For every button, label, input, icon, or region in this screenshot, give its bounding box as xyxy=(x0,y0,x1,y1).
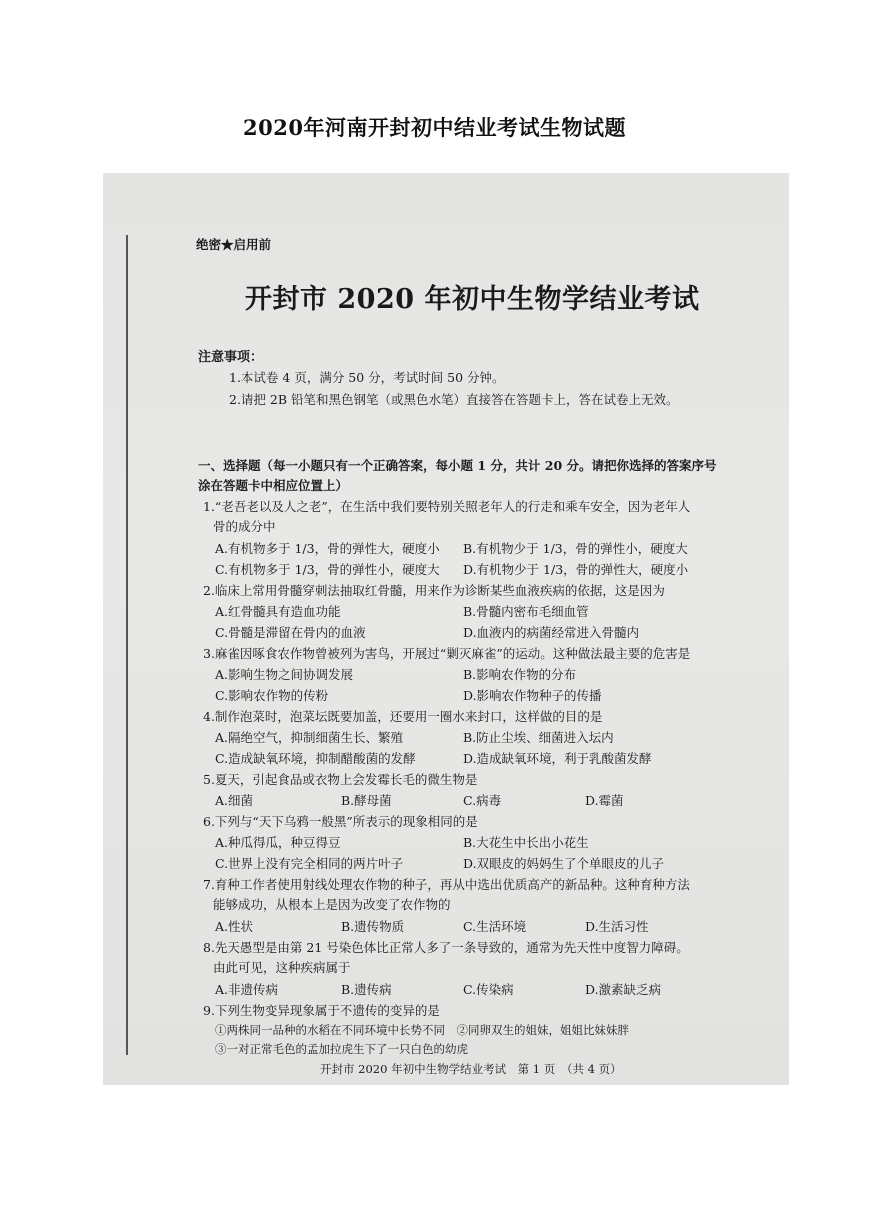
question-7-option-b: B.遗传物质 xyxy=(341,919,405,934)
question-8-option-b: B.遗传病 xyxy=(341,982,392,997)
question-4-option-b: B.防止尘埃、细菌进入坛内 xyxy=(463,730,614,745)
page-footer: 开封市 2020 年初中生物学结业考试 第 1 页 （共 4 页） xyxy=(320,1062,622,1076)
question-8-option-c: C.传染病 xyxy=(463,982,514,997)
question-3-stem: 3.麻雀因啄食农作物曾被列为害鸟，开展过“剿灭麻雀”的运动。这种做法最主要的危害是 xyxy=(203,646,691,661)
notice-item: 1.本试卷 4 页，满分 50 分，考试时间 50 分钟。 xyxy=(229,370,505,385)
question-8-option-a: A.非遗传病 xyxy=(215,982,279,997)
question-4-option-c: C.造成缺氧环境，抑制醋酸菌的发酵 xyxy=(215,751,416,766)
question-9-statement-3: ③一对正常毛色的孟加拉虎生下了一只白色的幼虎 xyxy=(215,1042,468,1056)
question-7-stem: 7.育种工作者使用射线处理农作物的种子，再从中选出优质高产的新品种。这种育种方法 xyxy=(203,877,690,892)
exam-page xyxy=(103,173,789,1085)
question-5-option-b: B.酵母菌 xyxy=(341,793,392,808)
document-title: 2020年河南开封初中结业考试生物试题 xyxy=(243,115,626,140)
question-1-stem-cont: 骨的成分中 xyxy=(213,519,276,534)
question-1-option-c: C.有机物多于 1/3，骨的弹性小，硬度大 xyxy=(215,562,440,577)
exam-title: 开封市 2020 年初中生物学结业考试 xyxy=(245,284,700,315)
question-1-stem: 1.“老吾老以及人之老”，在生活中我们要特别关照老年人的行走和乘车安全，因为老年人 xyxy=(203,499,691,514)
question-8-stem: 8.先天愚型是由第 21 号染色体比正常人多了一条导致的，通常为先天性中度智力障碍。 xyxy=(203,940,689,955)
question-7-option-d: D.生活习性 xyxy=(585,919,649,934)
question-3-option-b: B.影响农作物的分布 xyxy=(463,667,577,682)
question-5-option-c: C.病毒 xyxy=(463,793,502,808)
notice-item: 2.请把 2B 铅笔和黑色钢笔（或黑色水笔）直接答在答题卡上，答在试卷上无效。 xyxy=(229,392,679,407)
question-8-option-d: D.激素缺乏病 xyxy=(585,982,662,997)
question-5-stem: 5.夏天，引起食品或衣物上会发霉长毛的微生物是 xyxy=(203,772,478,787)
question-1-option-d: D.有机物少于 1/3，骨的弹性大，硬度小 xyxy=(463,562,689,577)
question-6-option-b: B.大花生中长出小花生 xyxy=(463,835,589,850)
question-9-stem: 9.下列生物变异现象属于不遗传的变异的是 xyxy=(203,1003,440,1018)
section-heading: 一、选择题（每一小题只有一个正确答案，每小题 1 分，共计 20 分。请把你选择的答案序号 xyxy=(198,458,717,473)
question-8-stem-cont: 由此可见，这种疾病属于 xyxy=(213,960,351,975)
question-2-option-a: A.红骨髓具有造血功能 xyxy=(215,604,341,619)
question-4-option-a: A.隔绝空气，抑制细菌生长、繁殖 xyxy=(215,730,404,745)
question-3-option-d: D.影响农作物种子的传播 xyxy=(463,688,602,703)
question-7-option-a: A.性状 xyxy=(215,919,254,934)
question-4-stem: 4.制作泡菜时，泡菜坛既要加盖，还要用一圈水来封口，这样做的目的是 xyxy=(203,709,603,724)
question-6-option-c: C.世界上没有完全相同的两片叶子 xyxy=(215,856,404,871)
question-7-stem-cont: 能够成功，从根本上是因为改变了农作物的 xyxy=(213,897,451,912)
question-2-stem: 2.临床上常用骨髓穿刺法抽取红骨髓，用来作为诊断某些血液疾病的依据，这是因为 xyxy=(203,583,665,598)
question-6-option-d: D.双眼皮的妈妈生了个单眼皮的儿子 xyxy=(463,856,665,871)
question-4-option-d: D.造成缺氧环境，利于乳酸菌发酵 xyxy=(463,751,652,766)
question-5-option-a: A.细菌 xyxy=(215,793,254,808)
question-1-option-a: A.有机物多于 1/3，骨的弹性大，硬度小 xyxy=(215,541,440,556)
section-heading-cont: 涂在答题卡中相应位置上） xyxy=(198,478,349,493)
exam-paper-photo xyxy=(103,173,789,1085)
question-3-option-c: C.影响农作物的传粉 xyxy=(215,688,329,703)
confidential-label: 绝密★启用前 xyxy=(196,237,272,252)
question-2-option-d: D.血液内的病菌经常进入骨髓内 xyxy=(463,625,640,640)
question-6-option-a: A.种瓜得瓜，种豆得豆 xyxy=(215,835,341,850)
question-5-option-d: D.霉菌 xyxy=(585,793,624,808)
question-2-option-c: C.骨髓是滞留在骨内的血液 xyxy=(215,625,366,640)
question-6-stem: 6.下列与“天下乌鸦一般黑”所表示的现象相同的是 xyxy=(203,814,478,829)
question-2-option-b: B.骨髓内密布毛细血管 xyxy=(463,604,589,619)
question-1-option-b: B.有机物少于 1/3，骨的弹性小，硬度大 xyxy=(463,541,688,556)
question-7-option-c: C.生活环境 xyxy=(463,919,527,934)
notice-heading: 注意事项： xyxy=(198,350,264,365)
question-3-option-a: A.影响生物之间协调发展 xyxy=(215,667,354,682)
question-9-statement-1-2: ①两株同一品种的水稻在不同环境中长势不同 ②同卵双生的姐妹，姐姐比妹妹胖 xyxy=(215,1023,629,1037)
